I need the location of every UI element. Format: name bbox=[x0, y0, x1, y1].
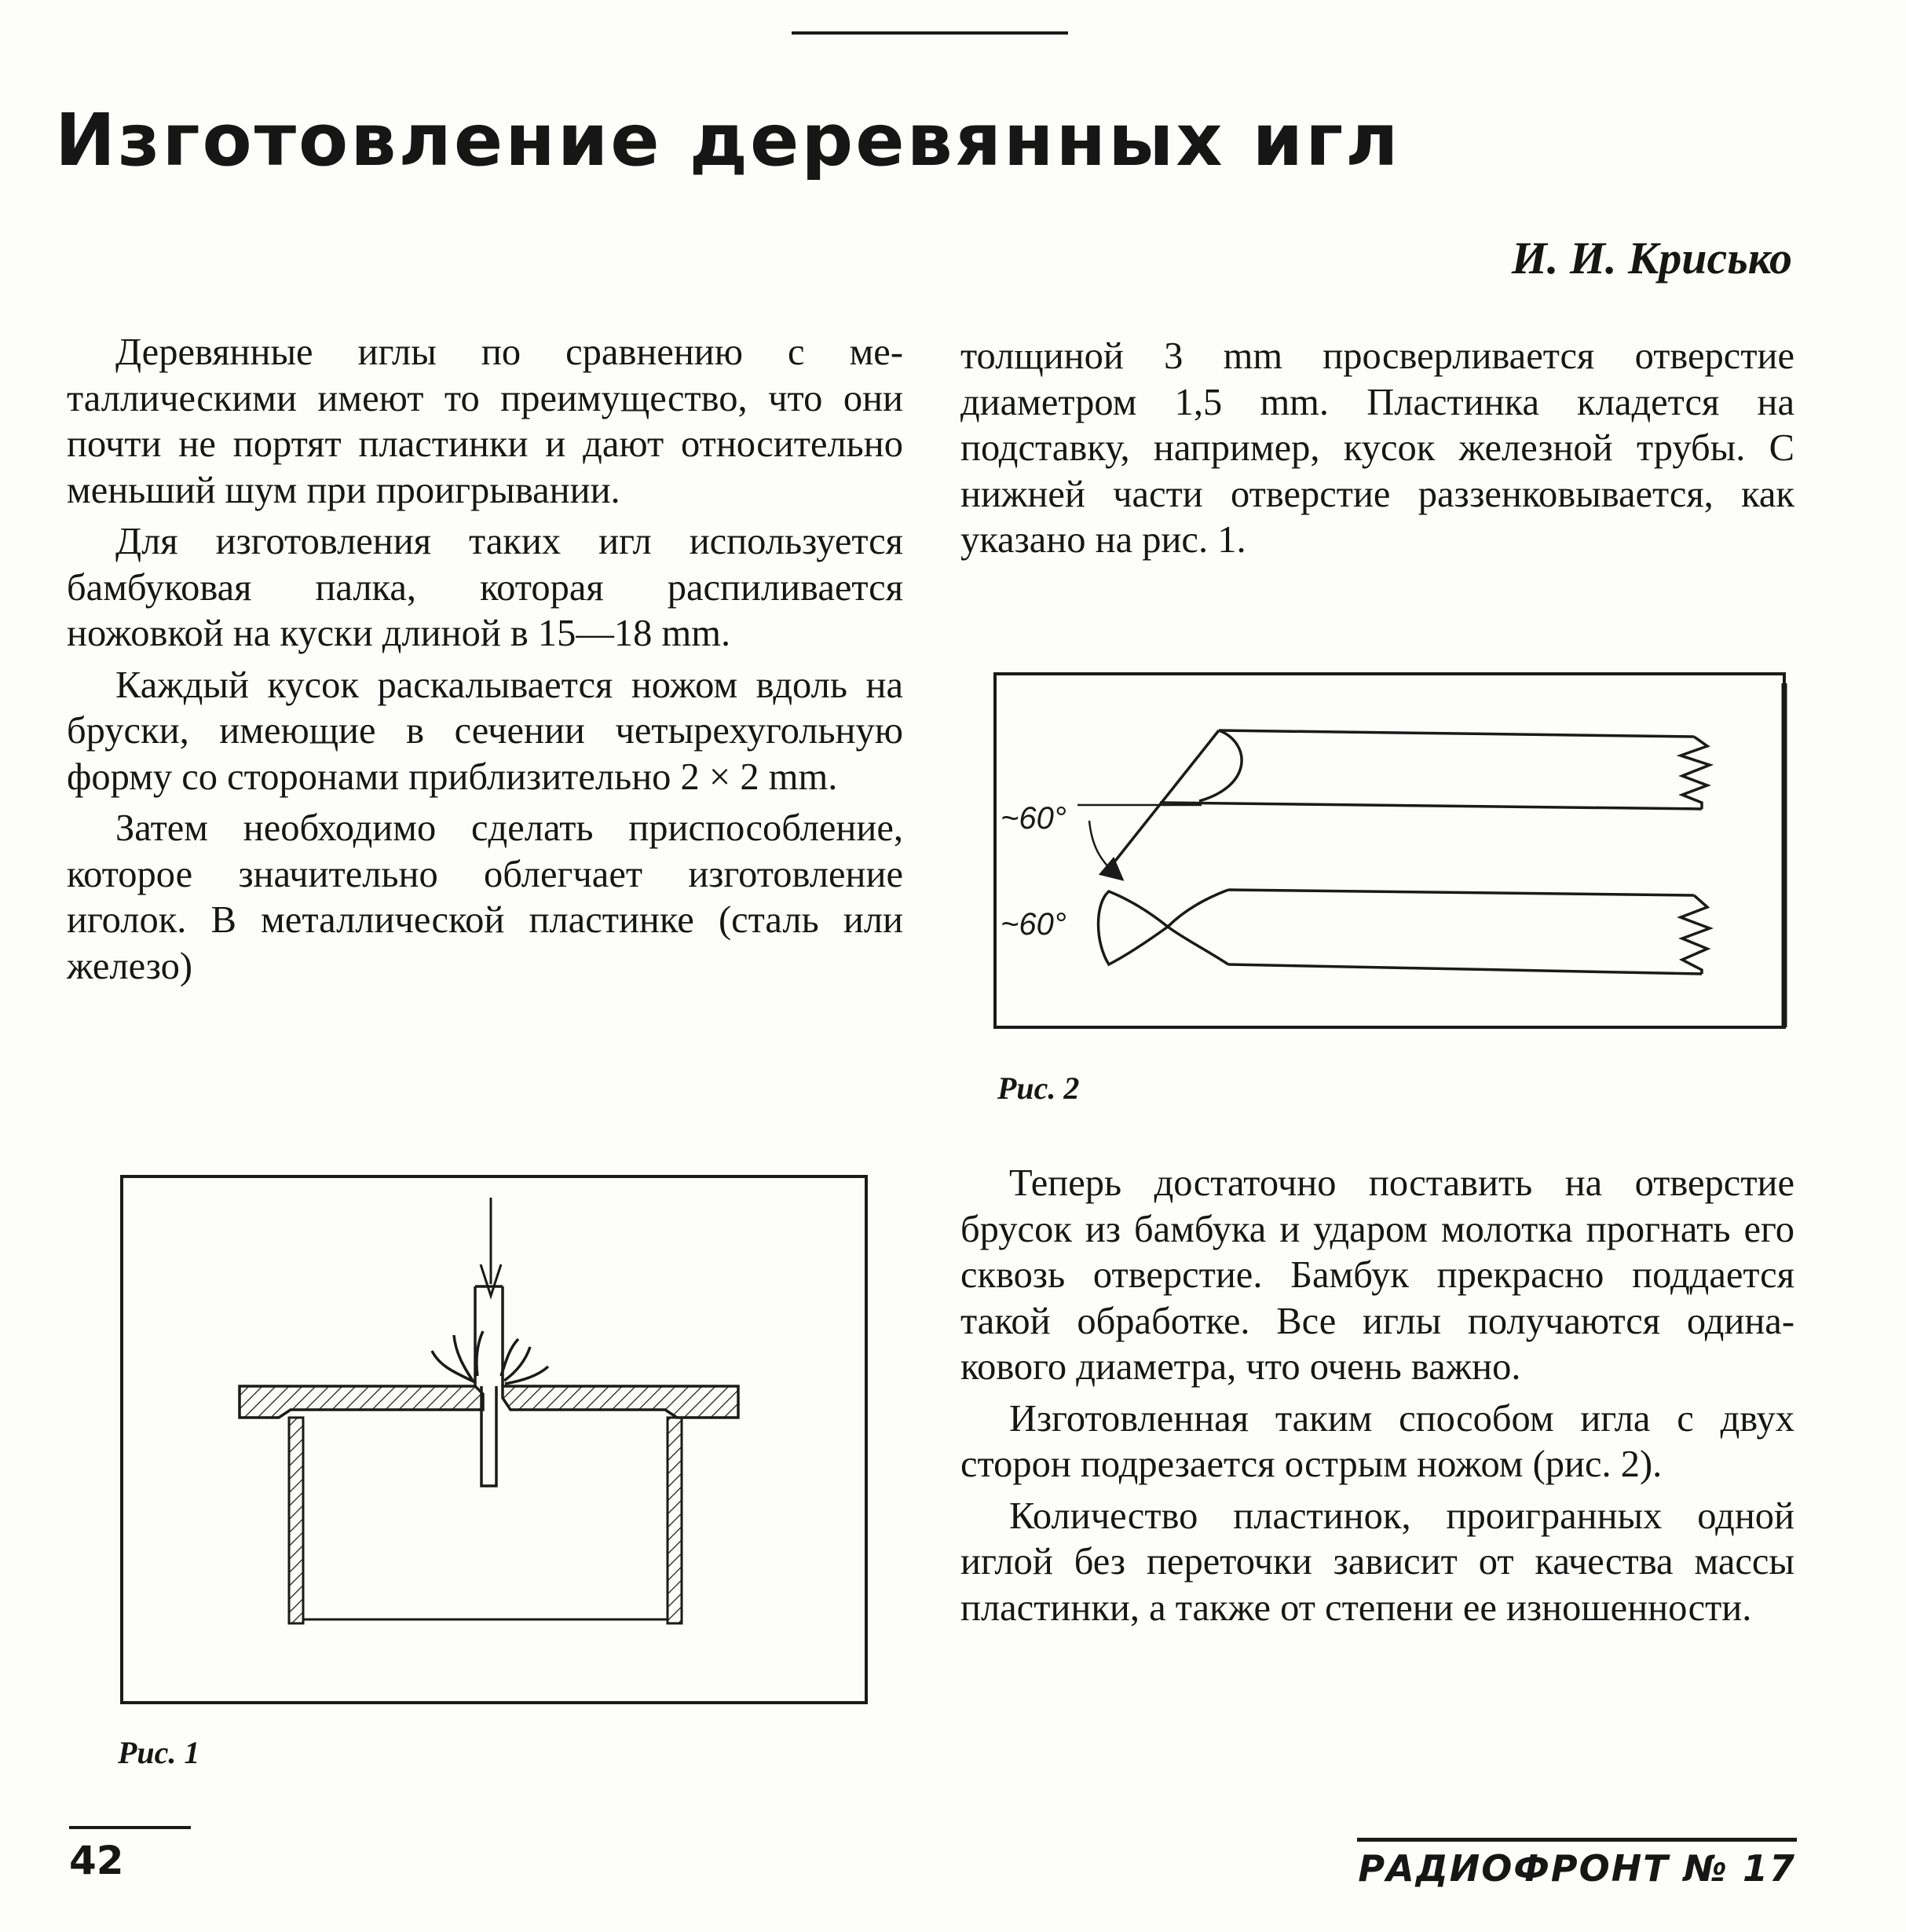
needle-double-bevel bbox=[1099, 890, 1710, 974]
paragraph: Каждый кусок раскалывается ножом вдоль на бруски, имеющие в сечении четырехугольную форму со сторонами приблизительно 2 × 2 mm. bbox=[67, 664, 903, 798]
paragraph: Количество пластинок, проигранных одной иглой без переточки зависит от качества массы пластинки, а также от степени ее изношенности. bbox=[960, 1495, 1794, 1629]
article-author: И. И. Крисько bbox=[1511, 232, 1792, 284]
support-tube bbox=[289, 1418, 682, 1623]
force-arrow bbox=[481, 1198, 501, 1296]
paragraph: Теперь достаточно поставить на отверстие брусок из бамбука и ударом молотка прогнать его сквозь отверстие. Бамбук прекрасно поддается такой обработке. Все иглы получаются одинакового диаметра, что очень важно. bbox=[960, 1162, 1794, 1388]
paragraph: толщиной 3 mm просверливается отверстие диаметром 1,5 mm. Пластинка кладется на подставку, например, кусок железной трубы. С нижней части отверстие раззенковывается, как указано на рис. 1. bbox=[960, 335, 1794, 561]
figure-1-caption: Рис. 1 bbox=[118, 1735, 200, 1770]
footer-rule-right bbox=[1357, 1838, 1797, 1842]
metal-plate bbox=[240, 1386, 738, 1418]
top-rule bbox=[792, 31, 1068, 35]
angle-label-top: ~60° bbox=[1001, 801, 1066, 836]
paragraph: Деревянные иглы по сравнению с металлическими имеют то преимущество, что они почти не портят пластинки и дают относительно меньший шум при проигрывании. bbox=[67, 331, 903, 511]
paragraph: Затем необходимо сделать приспособление, которое значительно облегчает изготовление иголок. В металлической пластинке (сталь или железо) bbox=[67, 807, 903, 987]
figure-2 bbox=[991, 668, 1792, 1045]
right-column-top bbox=[960, 334, 1794, 569]
page-number: 42 bbox=[69, 1838, 124, 1883]
footer-rule-left bbox=[69, 1826, 191, 1829]
needle-single-bevel bbox=[1077, 730, 1710, 873]
right-column-bottom bbox=[960, 1161, 1794, 1637]
angle-label-bottom: ~60° bbox=[1001, 907, 1066, 942]
journal-name: РАДИОФРОНТ № 17 bbox=[1358, 1847, 1796, 1890]
left-column bbox=[67, 330, 903, 995]
figure-1 bbox=[118, 1170, 872, 1712]
figure-frame bbox=[122, 1176, 866, 1703]
figure-2-caption: Рис. 2 bbox=[997, 1070, 1080, 1106]
article-title: Изготовление деревянных игл bbox=[55, 98, 1401, 182]
paragraph: Изготовленная таким способом игла с двух сторон подрезается острым ножом (рис. 2). bbox=[960, 1397, 1794, 1485]
paragraph: Для изготовления таких игл используется бамбуковая палка, которая распиливается ножовкой на куски длиной в 15—18 mm. bbox=[67, 521, 903, 654]
